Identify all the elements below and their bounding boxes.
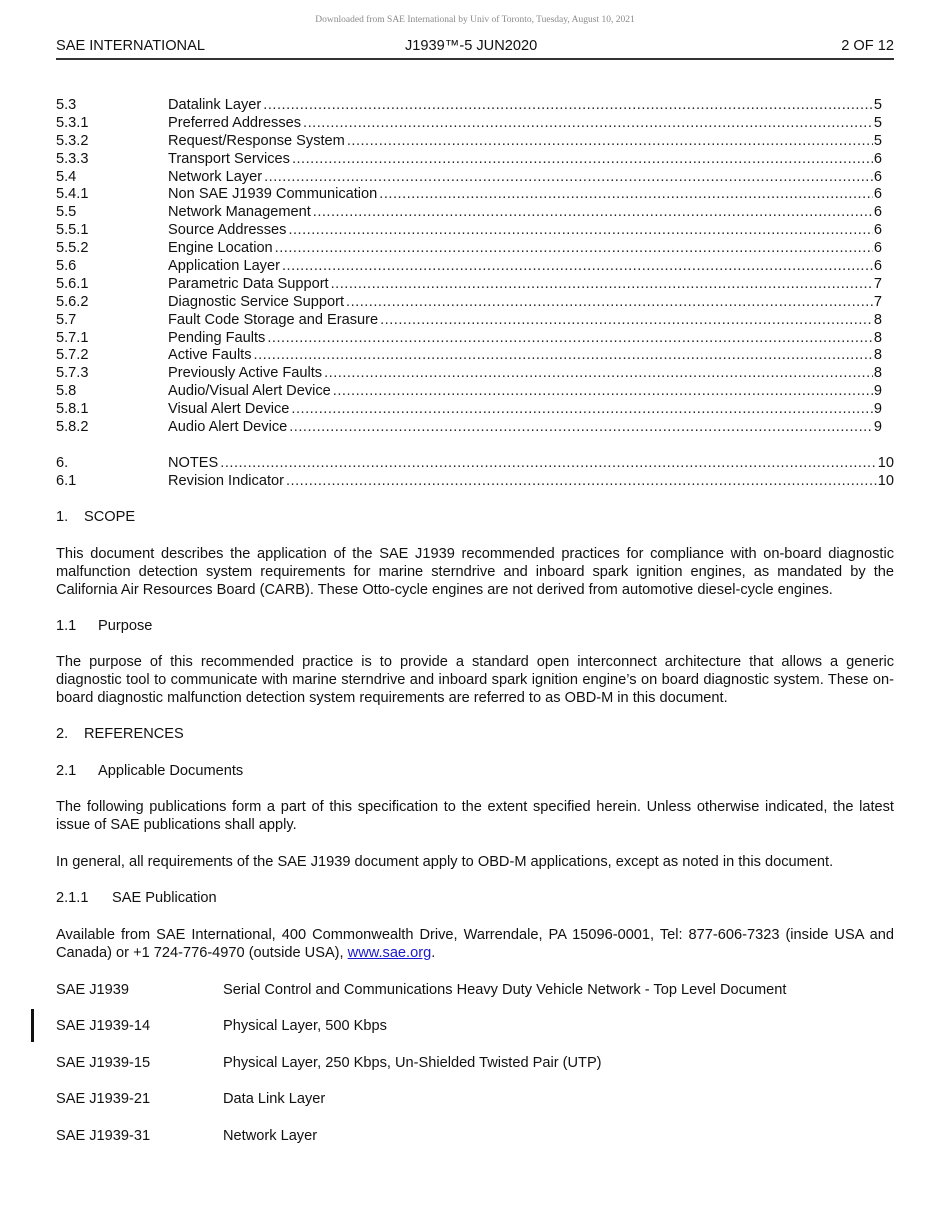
toc-title: Datalink Layer: [168, 97, 262, 113]
toc-entry[interactable]: [56, 151, 882, 169]
toc-title: Audio Alert Device: [168, 419, 288, 436]
toc-title: Preferred Addresses: [168, 114, 302, 131]
availability-text: Available from SAE International, 400 Commonwealth Drive, Warrendale, PA 15096-0001, Tel: 877-606-7323 (inside USA and Canada) or +1 724-776-4970 (outside USA),: [56, 927, 894, 961]
toc-leader: [292, 151, 873, 169]
toc-entry[interactable]: [56, 419, 882, 437]
toc-entry[interactable]: [56, 258, 882, 276]
toc-entry[interactable]: [56, 186, 882, 204]
heading-number: 1.: [56, 509, 69, 525]
toc-title: Network Management: [168, 204, 311, 221]
toc-page: 8: [873, 347, 882, 364]
toc-title: Parametric Data Support: [168, 275, 329, 292]
toc-number: 5.7.3: [56, 365, 89, 382]
reference-code: SAE J1939-31: [56, 1128, 151, 1144]
toc-entry[interactable]: [56, 294, 882, 312]
toc-page: 6: [873, 168, 882, 185]
toc-page: 5: [873, 114, 882, 131]
toc-page: 6: [873, 240, 882, 257]
reference-code: SAE J1939-14: [56, 1018, 151, 1034]
toc-entry[interactable]: [56, 133, 882, 151]
section-heading-scope: [56, 509, 894, 527]
toc-leader: [254, 347, 873, 365]
toc-leader: [264, 169, 873, 187]
page-header: [56, 38, 894, 60]
toc-entry[interactable]: [56, 115, 882, 133]
toc-page: 6: [873, 258, 882, 275]
toc-page: 8: [873, 311, 882, 328]
availability-paragraph: [56, 927, 894, 963]
publisher-name: SAE INTERNATIONAL: [56, 38, 205, 54]
toc-title: Audio/Visual Alert Device: [168, 383, 331, 400]
toc-title: NOTES: [168, 454, 219, 471]
heading-text: Purpose: [98, 618, 153, 634]
toc-entry[interactable]: [56, 347, 882, 365]
section-heading-references: [56, 726, 894, 744]
toc-title: Diagnostic Service Support: [168, 293, 345, 310]
toc-number: 5.7.2: [56, 347, 89, 364]
heading-text: Applicable Documents: [98, 763, 244, 779]
sae-website-link[interactable]: www.sae.org: [347, 944, 432, 961]
toc-number: 5.8.1: [56, 401, 89, 418]
toc-entry[interactable]: [56, 97, 882, 115]
toc-number: 5.5: [56, 204, 77, 221]
toc-title: Fault Code Storage and Erasure: [168, 311, 379, 328]
toc-page: 5: [873, 132, 882, 149]
toc-entry[interactable]: [56, 472, 894, 491]
toc-title: Active Faults: [168, 347, 252, 364]
reference-code: SAE J1939: [56, 982, 130, 998]
toc-number: 5.5.1: [56, 222, 89, 239]
toc-title: Source Addresses: [168, 222, 287, 239]
toc-number: 5.8.2: [56, 419, 89, 436]
toc-page: 10: [877, 472, 894, 489]
reference-code: SAE J1939-15: [56, 1055, 151, 1071]
purpose-paragraph: The purpose of this recommended practice is to provide a standard open interconnect architecture that allows a generic diagnostic tool to communicate with marine sterndrive and inboard spark ignition engine’s on board diagnostic system. These on-board diagnostic malfunction detection system requirements are referred to as OBD-M in this document.: [56, 654, 894, 706]
toc-leader: [282, 258, 873, 276]
toc-entry[interactable]: [56, 204, 882, 222]
toc-entry[interactable]: [56, 383, 882, 401]
table-of-contents: [56, 97, 894, 491]
toc-number: 5.5.2: [56, 240, 89, 257]
toc-number: 5.4: [56, 168, 77, 185]
toc-title: Request/Response System: [168, 132, 345, 149]
toc-leader: [289, 419, 873, 437]
toc-leader: [324, 365, 873, 383]
section-heading-applicable-documents: [56, 763, 894, 781]
heading-number: 2.1: [56, 763, 77, 779]
toc-number: 5.7: [56, 311, 77, 328]
reference-description: Physical Layer, 250 Kbps, Un-Shielded Twisted Pair (UTP): [223, 1055, 602, 1071]
toc-title: Non SAE J1939 Communication: [168, 186, 378, 203]
toc-entry[interactable]: [56, 240, 882, 258]
toc-number: 5.6.2: [56, 293, 89, 310]
heading-number: 2.: [56, 726, 69, 742]
toc-page: 10: [877, 454, 894, 471]
section-heading-sae-publication: [56, 890, 894, 908]
reference-description: Data Link Layer: [223, 1091, 326, 1107]
toc-title: Revision Indicator: [168, 472, 284, 489]
toc-page: 9: [873, 401, 882, 418]
toc-leader: [291, 401, 872, 419]
heading-text: REFERENCES: [84, 726, 184, 742]
toc-title: Pending Faults: [168, 329, 266, 346]
toc-leader: [303, 115, 873, 133]
reference-description: Network Layer: [223, 1128, 318, 1144]
toc-number: 5.6: [56, 258, 77, 275]
toc-number: 5.4.1: [56, 186, 89, 203]
scope-paragraph: This document describes the application of the SAE J1939 recommended practices for compliance with on-board diagnostic malfunction detection system requirements for marine sterndrive and inboard spark ignition engines, as mandated by the California Air Resources Board (CARB). These Otto-cycle engines are not derived from automotive diesel-cycle engines.: [56, 546, 894, 598]
toc-leader: [331, 276, 873, 294]
toc-number: 5.3.3: [56, 150, 89, 167]
toc-page: 9: [873, 419, 882, 436]
toc-entry[interactable]: [56, 276, 882, 294]
toc-title: Visual Alert Device: [168, 401, 290, 418]
heading-text: SAE Publication: [112, 890, 217, 906]
toc-entry[interactable]: [56, 401, 882, 419]
toc-leader: [380, 312, 873, 330]
toc-entry[interactable]: [56, 365, 882, 383]
toc-number: 5.3.2: [56, 132, 89, 149]
toc-page: 7: [873, 275, 882, 292]
toc-entry[interactable]: [56, 330, 882, 348]
toc-page: 6: [873, 222, 882, 239]
toc-entry[interactable]: [56, 312, 882, 330]
page-number: 2 OF 12: [841, 38, 894, 54]
reference-description: Serial Control and Communications Heavy Duty Vehicle Network - Top Level Document: [223, 982, 787, 998]
toc-title: Transport Services: [168, 150, 290, 167]
toc-title: Network Layer: [168, 168, 263, 185]
download-watermark: Downloaded from SAE International by Univ of Toronto, Tuesday, August 10, 2021: [315, 15, 635, 25]
toc-page: 5: [873, 97, 882, 113]
heading-number: 1.1: [56, 618, 77, 634]
toc-entry[interactable]: [56, 454, 894, 473]
toc-number: 5.3: [56, 97, 77, 113]
toc-leader: [267, 330, 873, 348]
toc-page: 7: [873, 293, 882, 310]
toc-leader: [286, 473, 877, 491]
revision-change-bar: [31, 1009, 34, 1042]
toc-page: 6: [873, 204, 882, 221]
section-heading-purpose: [56, 618, 894, 636]
toc-number: 6.1: [56, 472, 77, 489]
toc-title: Engine Location: [168, 240, 273, 257]
heading-number: 2.1.1: [56, 890, 89, 906]
toc-page: 6: [873, 186, 882, 203]
document-id: J1939™-5 JUN2020: [405, 38, 538, 54]
toc-leader: [313, 204, 873, 222]
reference-description: Physical Layer, 500 Kbps: [223, 1018, 387, 1034]
toc-number: 5.7.1: [56, 329, 89, 346]
toc-page: 6: [873, 150, 882, 167]
toc-page: 9: [873, 383, 882, 400]
toc-number: 5.8: [56, 383, 77, 400]
availability-end: .: [431, 944, 436, 961]
toc-number: 5.6.1: [56, 275, 89, 292]
heading-text: SCOPE: [84, 509, 136, 525]
toc-leader: [347, 133, 873, 151]
toc-number: 5.3.1: [56, 114, 89, 131]
toc-title: Previously Active Faults: [168, 365, 323, 382]
toc-entry[interactable]: [56, 222, 882, 240]
reference-code: SAE J1939-21: [56, 1091, 151, 1107]
toc-leader: [263, 97, 873, 115]
toc-entry[interactable]: [56, 169, 882, 187]
toc-leader: [379, 186, 873, 204]
toc-page: 8: [873, 365, 882, 382]
toc-number: 6.: [56, 454, 69, 471]
toc-title: Application Layer: [168, 258, 280, 275]
toc-leader: [275, 240, 873, 258]
toc-page: 8: [873, 329, 882, 346]
toc-leader: [346, 294, 873, 312]
toc-leader: [288, 222, 872, 240]
applicable-paragraph: The following publications form a part of this specification to the extent specified herein. Unless otherwise indicated, the latest issue of SAE publications shall apply.: [56, 799, 894, 833]
general-paragraph: In general, all requirements of the SAE J1939 document apply to OBD-M applications, except as noted in this document.: [56, 854, 834, 870]
toc-leader: [220, 455, 876, 473]
toc-leader: [333, 383, 873, 401]
